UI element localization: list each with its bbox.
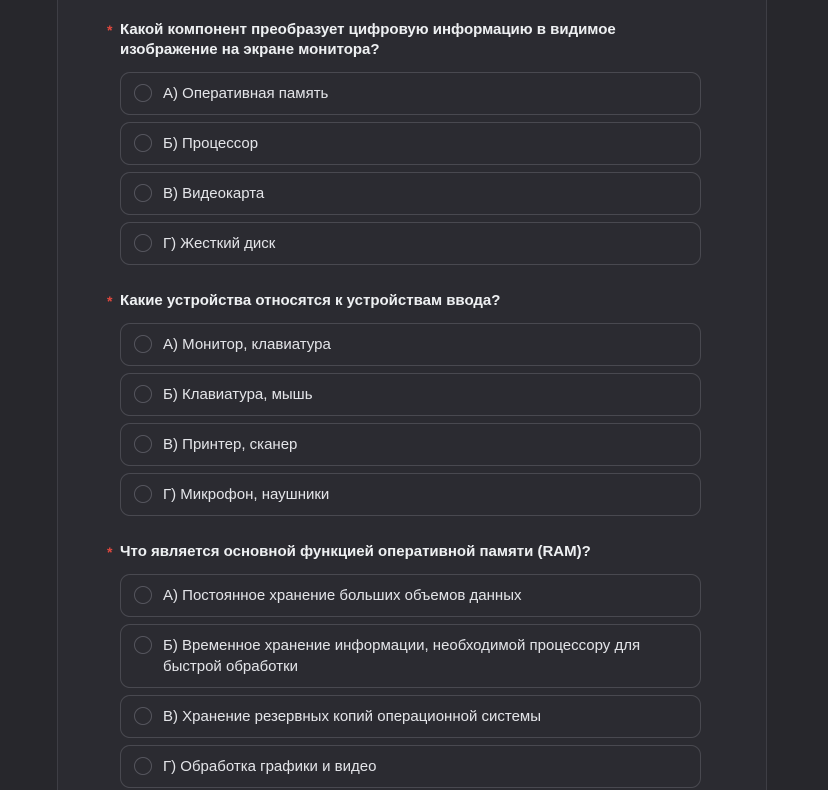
answer-option-label: Б) Процессор xyxy=(163,135,259,152)
required-marker: * xyxy=(107,22,113,38)
radio-button-icon[interactable] xyxy=(134,184,152,202)
answer-option[interactable] xyxy=(120,423,701,466)
answer-option-label: Б) Временное хранение информации, необходимой процессору для быстрой обработки xyxy=(163,637,641,675)
answer-option[interactable] xyxy=(120,473,701,516)
question-block xyxy=(107,542,766,788)
question-title xyxy=(107,20,702,60)
answer-option-label: Г) Жесткий диск xyxy=(163,235,276,252)
radio-button-icon[interactable] xyxy=(134,586,152,604)
question-label: Что является основной функцией оперативной памяти (RAM)? xyxy=(120,543,591,560)
radio-button-icon[interactable] xyxy=(134,485,152,503)
radio-button-icon[interactable] xyxy=(134,636,152,654)
options-list xyxy=(120,323,766,516)
radio-button-icon[interactable] xyxy=(134,134,152,152)
answer-option[interactable] xyxy=(120,72,701,115)
options-list xyxy=(120,574,766,788)
radio-button-icon[interactable] xyxy=(134,84,152,102)
question-label: Какой компонент преобразует цифровую информацию в видимое изображение на экране монитора? xyxy=(120,21,616,58)
answer-option-label: А) Оперативная память xyxy=(163,85,329,102)
answer-option-label: В) Хранение резервных копий операционной системы xyxy=(163,708,542,725)
question-label: Какие устройства относятся к устройствам ввода? xyxy=(120,292,501,309)
answer-option-label: Б) Клавиатура, мышь xyxy=(163,386,313,403)
answer-option[interactable] xyxy=(120,574,701,617)
radio-button-icon[interactable] xyxy=(134,335,152,353)
answer-option-label: В) Принтер, сканер xyxy=(163,436,298,453)
options-list xyxy=(120,72,766,265)
answer-option-label: А) Постоянное хранение больших объемов данных xyxy=(163,587,522,604)
questions-container xyxy=(107,20,766,788)
answer-option[interactable] xyxy=(120,172,701,215)
radio-button-icon[interactable] xyxy=(134,707,152,725)
question-title xyxy=(107,291,702,311)
answer-option[interactable] xyxy=(120,745,701,788)
answer-option[interactable] xyxy=(120,122,701,165)
answer-option[interactable] xyxy=(120,323,701,366)
required-marker: * xyxy=(107,544,113,560)
answer-option[interactable] xyxy=(120,695,701,738)
answer-option-label: Г) Обработка графики и видео xyxy=(163,758,377,775)
radio-button-icon[interactable] xyxy=(134,385,152,403)
question-block xyxy=(107,291,766,516)
answer-option-label: В) Видеокарта xyxy=(163,185,265,202)
answer-option[interactable] xyxy=(120,373,701,416)
answer-option-label: Г) Микрофон, наушники xyxy=(163,486,330,503)
quiz-form-panel xyxy=(57,0,767,790)
answer-option-label: А) Монитор, клавиатура xyxy=(163,336,331,353)
answer-option[interactable] xyxy=(120,624,701,688)
question-title xyxy=(107,542,702,562)
radio-button-icon[interactable] xyxy=(134,435,152,453)
radio-button-icon[interactable] xyxy=(134,757,152,775)
required-marker: * xyxy=(107,293,113,309)
answer-option[interactable] xyxy=(120,222,701,265)
radio-button-icon[interactable] xyxy=(134,234,152,252)
question-block xyxy=(107,20,766,265)
